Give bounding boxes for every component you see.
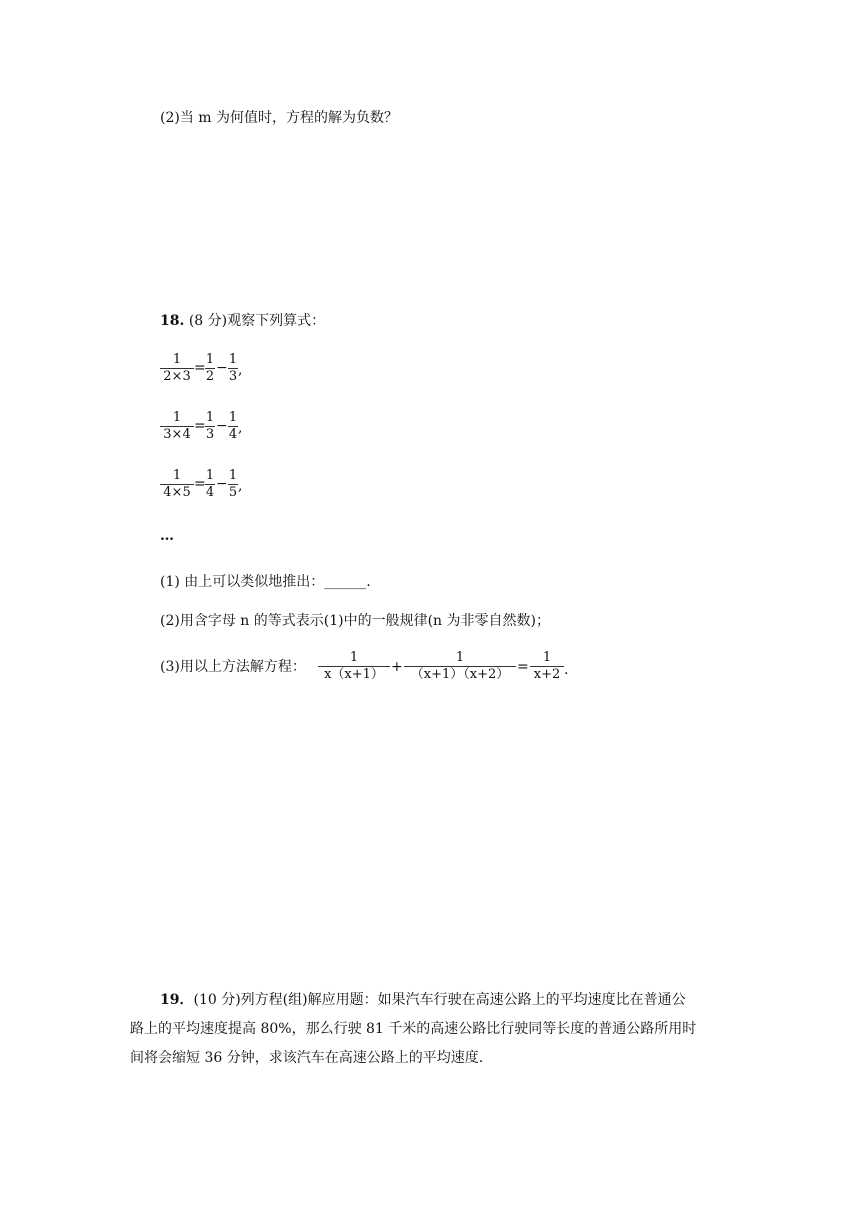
q19-line-3: 间将会缩短 36 分钟，求该汽车在高速公路上的平均速度. (130, 1050, 484, 1066)
example-3-a-fraction: 1 4 (205, 468, 215, 500)
q19-line-2: 路上的平均速度提高 80%，那么行驶 81 千米的高速公路比行驶同等长度的普通公路所用时 (130, 1021, 697, 1037)
q17-part2: (2)当 m 为何值时，方程的解为负数？ (160, 110, 399, 126)
example-3-b-fraction: 1 5 (228, 468, 238, 500)
part3-fraction-3: 1 x+2 (530, 650, 564, 683)
example-3-lhs-fraction: 1 4×5 (160, 468, 194, 501)
q18-part3-prefix: (3)用以上方法解方程： (160, 659, 306, 675)
example-2-a-fraction: 1 3 (205, 410, 215, 442)
example-2-b-fraction: 1 4 (228, 410, 238, 442)
q18-header (160, 311, 325, 331)
q18-ellipsis: … (160, 528, 174, 544)
q18-part1: (1) 由上可以类似地推出：______. (160, 574, 371, 590)
example-1-a-fraction: 1 2 (205, 352, 215, 384)
part3-fraction-2: 1 （x+1）（x+2） (404, 650, 516, 683)
q19-line-1 (160, 990, 686, 1010)
example-1-b-fraction: 1 3 (228, 352, 238, 384)
q18-number: 18. (160, 313, 185, 329)
q18-part2: (2)用含字母 n 的等式表示(1)中的一般规律(n 为非零自然数)； (160, 613, 550, 629)
q18-stem: (8 分)观察下列算式： (188, 313, 326, 329)
q19-number: 19． (160, 992, 194, 1008)
example-1-lhs-fraction: 1 2×3 (160, 352, 194, 385)
q19-line-1-text: (10 分)列方程(组)解应用题：如果汽车行驶在高速公路上的平均速度比在普通公 (193, 992, 686, 1008)
part3-fraction-1: 1 x（x+1） (318, 650, 390, 683)
example-2-lhs-fraction: 1 3×4 (160, 410, 194, 443)
